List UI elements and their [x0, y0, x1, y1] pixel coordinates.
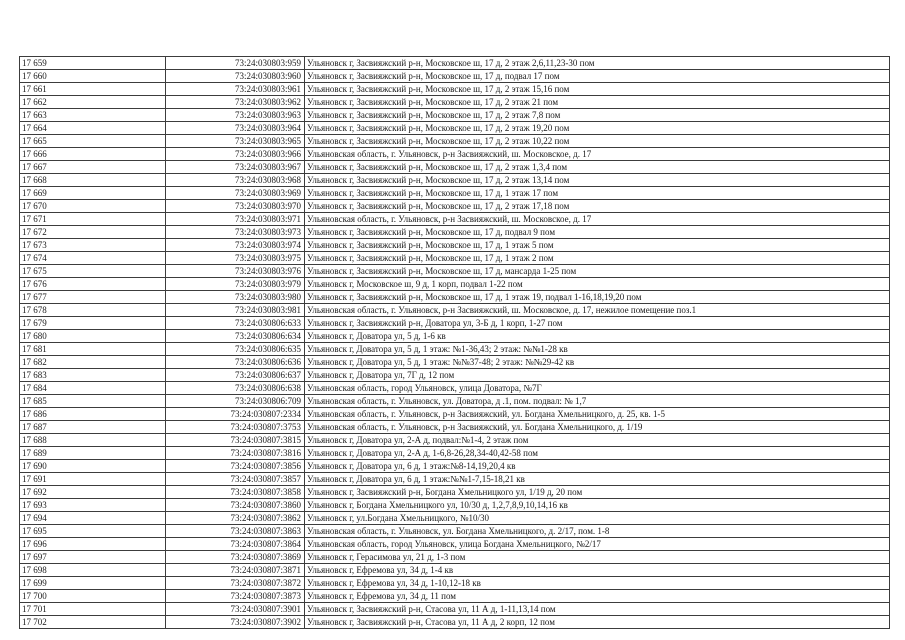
table-row	[20, 83, 890, 96]
record-number: 17 685	[20, 395, 166, 408]
registry-table-container	[19, 56, 889, 629]
address: Ульяновская область, г. Ульяновск, ул. Богдана Хмельницкого, д. 2/17, пом. 1-8	[305, 525, 890, 538]
address: Ульяновск г, ул.Богдана Хмельницкого, №10/30	[305, 512, 890, 525]
record-number: 17 691	[20, 473, 166, 486]
address: Ульяновск г, Засвияжский р-н, Московское ш, 17 д, 2 этаж 7,8 пом	[305, 109, 890, 122]
table-row	[20, 512, 890, 525]
table-row	[20, 434, 890, 447]
address: Ульяновск г, Засвияжский р-н, Московское ш, 17 д, 1 этаж 17 пом	[305, 187, 890, 200]
record-number: 17 661	[20, 83, 166, 96]
cadastral-number: 73:24:030803:961	[166, 83, 305, 96]
cadastral-number: 73:24:030806:634	[166, 330, 305, 343]
cadastral-number: 73:24:030806:637	[166, 369, 305, 382]
record-number: 17 687	[20, 421, 166, 434]
address: Ульяновск г, Доватора ул, 6 д, 1 этаж:№8-14,19,20,4 кв	[305, 460, 890, 473]
address: Ульяновск г, Засвияжский р-н, Московское ш, 17 д, 2 этаж 21 пом	[305, 96, 890, 109]
record-number: 17 697	[20, 551, 166, 564]
table-row	[20, 70, 890, 83]
cadastral-number: 73:24:030807:3856	[166, 460, 305, 473]
cadastral-number: 73:24:030807:3753	[166, 421, 305, 434]
record-number: 17 695	[20, 525, 166, 538]
cadastral-number: 73:24:030803:959	[166, 57, 305, 70]
cadastral-number: 73:24:030807:3816	[166, 447, 305, 460]
table-row	[20, 96, 890, 109]
table-row	[20, 356, 890, 369]
cadastral-number: 73:24:030803:971	[166, 213, 305, 226]
address: Ульяновская область, город Ульяновск, улица Богдана Хмельницкого, №2/17	[305, 538, 890, 551]
address: Ульяновск г, Доватора ул, 5 д, 1 этаж: №№37-48; 2 этаж: №№29-42 кв	[305, 356, 890, 369]
cadastral-number: 73:24:030807:3869	[166, 551, 305, 564]
registry-table	[19, 56, 890, 629]
table-row	[20, 122, 890, 135]
cadastral-number: 73:24:030807:3873	[166, 590, 305, 603]
table-row	[20, 278, 890, 291]
cadastral-number: 73:24:030807:2334	[166, 408, 305, 421]
cadastral-number: 73:24:030803:963	[166, 109, 305, 122]
record-number: 17 669	[20, 187, 166, 200]
table-row	[20, 382, 890, 395]
cadastral-number: 73:24:030803:962	[166, 96, 305, 109]
table-row	[20, 226, 890, 239]
record-number: 17 678	[20, 304, 166, 317]
address: Ульяновск г, Ефремова ул, 34 д, 1-4 кв	[305, 564, 890, 577]
address: Ульяновск г, Доватора ул, 5 д, 1-6 кв	[305, 330, 890, 343]
cadastral-number: 73:24:030807:3864	[166, 538, 305, 551]
table-row	[20, 148, 890, 161]
address: Ульяновская область, г. Ульяновск, р-н Засвияжский, ш. Московское, д. 17, нежилое помещение поз.1	[305, 304, 890, 317]
record-number: 17 693	[20, 499, 166, 512]
table-row	[20, 57, 890, 70]
cadastral-number: 73:24:030803:967	[166, 161, 305, 174]
table-row	[20, 135, 890, 148]
table-row	[20, 213, 890, 226]
registry-table-body	[20, 57, 890, 629]
address: Ульяновск г, Засвияжский р-н, Богдана Хмельницкого ул, 1/19 д, 20 пом	[305, 486, 890, 499]
record-number: 17 676	[20, 278, 166, 291]
record-number: 17 659	[20, 57, 166, 70]
table-row	[20, 551, 890, 564]
table-row	[20, 239, 890, 252]
address: Ульяновск г, Ефремова ул, 34 д, 1-10,12-18 кв	[305, 577, 890, 590]
cadastral-number: 73:24:030807:3901	[166, 603, 305, 616]
address: Ульяновск г, Засвияжский р-н, Стасова ул, 11 А д, 1-11,13,14 пом	[305, 603, 890, 616]
cadastral-number: 73:24:030803:975	[166, 252, 305, 265]
cadastral-number: 73:24:030807:3872	[166, 577, 305, 590]
record-number: 17 699	[20, 577, 166, 590]
record-number: 17 662	[20, 96, 166, 109]
address: Ульяновск г, Засвияжский р-н, Стасова ул, 11 А д, 2 корп, 12 пом	[305, 616, 890, 629]
cadastral-number: 73:24:030803:968	[166, 174, 305, 187]
address: Ульяновская область, город Ульяновск, улица Доватора, №7Г	[305, 382, 890, 395]
cadastral-number: 73:24:030803:980	[166, 291, 305, 304]
table-row	[20, 499, 890, 512]
address: Ульяновск г, Засвияжский р-н, Московское ш, 17 д, 2 этаж 13,14 пом	[305, 174, 890, 187]
record-number: 17 667	[20, 161, 166, 174]
address: Ульяновск г, Засвияжский р-н, Московское ш, 17 д, подвал 9 пом	[305, 226, 890, 239]
table-row	[20, 525, 890, 538]
record-number: 17 682	[20, 356, 166, 369]
record-number: 17 686	[20, 408, 166, 421]
record-number: 17 664	[20, 122, 166, 135]
cadastral-number: 73:24:030806:636	[166, 356, 305, 369]
address: Ульяновск г, Засвияжский р-н, Московское ш, 17 д, 2 этаж 10,22 пом	[305, 135, 890, 148]
table-row	[20, 317, 890, 330]
address: Ульяновск г, Засвияжский р-н, Московское ш, 17 д, мансарда 1-25 пом	[305, 265, 890, 278]
record-number: 17 674	[20, 252, 166, 265]
table-row	[20, 460, 890, 473]
record-number: 17 692	[20, 486, 166, 499]
record-number: 17 665	[20, 135, 166, 148]
record-number: 17 689	[20, 447, 166, 460]
address: Ульяновск г, Доватора ул, 5 д, 1 этаж: №1-36,43; 2 этаж: №№1-28 кв	[305, 343, 890, 356]
table-row	[20, 291, 890, 304]
cadastral-number: 73:24:030803:979	[166, 278, 305, 291]
cadastral-number: 73:24:030806:633	[166, 317, 305, 330]
cadastral-number: 73:24:030807:3857	[166, 473, 305, 486]
record-number: 17 681	[20, 343, 166, 356]
table-row	[20, 343, 890, 356]
cadastral-number: 73:24:030803:974	[166, 239, 305, 252]
table-row	[20, 174, 890, 187]
table-row	[20, 161, 890, 174]
cadastral-number: 73:24:030803:973	[166, 226, 305, 239]
cadastral-number: 73:24:030806:638	[166, 382, 305, 395]
cadastral-number: 73:24:030803:964	[166, 122, 305, 135]
address: Ульяновск г, Засвияжский р-н, Московское ш, 17 д, 1 этаж 19, подвал 1-16,18,19,20 пом	[305, 291, 890, 304]
address: Ульяновск г, Засвияжский р-н, Московское ш, 17 д, 1 этаж 2 пом	[305, 252, 890, 265]
table-row	[20, 590, 890, 603]
cadastral-number: 73:24:030807:3860	[166, 499, 305, 512]
cadastral-number: 73:24:030807:3858	[166, 486, 305, 499]
cadastral-number: 73:24:030806:635	[166, 343, 305, 356]
record-number: 17 677	[20, 291, 166, 304]
table-row	[20, 369, 890, 382]
address: Ульяновск г, Доватора ул, 6 д, 1 этаж:№№1-7,15-18,21 кв	[305, 473, 890, 486]
record-number: 17 702	[20, 616, 166, 629]
record-number: 17 688	[20, 434, 166, 447]
cadastral-number: 73:24:030807:3902	[166, 616, 305, 629]
table-row	[20, 564, 890, 577]
record-number: 17 673	[20, 239, 166, 252]
record-number: 17 701	[20, 603, 166, 616]
address: Ульяновск г, Доватора ул, 2-А д, 1-6,8-26,28,34-40,42-58 пом	[305, 447, 890, 460]
cadastral-number: 73:24:030803:965	[166, 135, 305, 148]
table-row	[20, 577, 890, 590]
address: Ульяновск г, Засвияжский р-н, Московское ш, 17 д, 2 этаж 1,3,4 пом	[305, 161, 890, 174]
table-row	[20, 395, 890, 408]
record-number: 17 690	[20, 460, 166, 473]
table-row	[20, 421, 890, 434]
cadastral-number: 73:24:030803:976	[166, 265, 305, 278]
table-row	[20, 304, 890, 317]
address: Ульяновск г, Богдана Хмельницкого ул, 10/30 д, 1,2,7,8,9,10,14,16 кв	[305, 499, 890, 512]
address: Ульяновск г, Засвияжский р-н, Московское ш, 17 д, 2 этаж 17,18 пом	[305, 200, 890, 213]
table-row	[20, 109, 890, 122]
cadastral-number: 73:24:030806:709	[166, 395, 305, 408]
cadastral-number: 73:24:030803:981	[166, 304, 305, 317]
cadastral-number: 73:24:030807:3871	[166, 564, 305, 577]
table-row	[20, 616, 890, 629]
record-number: 17 683	[20, 369, 166, 382]
record-number: 17 666	[20, 148, 166, 161]
cadastral-number: 73:24:030807:3863	[166, 525, 305, 538]
table-row	[20, 447, 890, 460]
address: Ульяновск г, Герасимова ул, 21 д, 1-3 пом	[305, 551, 890, 564]
address: Ульяновск г, Ефремова ул, 34 д, 11 пом	[305, 590, 890, 603]
table-row	[20, 538, 890, 551]
cadastral-number: 73:24:030807:3815	[166, 434, 305, 447]
address: Ульяновская область, г. Ульяновск, р-н Засвияжский, ш. Московское, д. 17	[305, 148, 890, 161]
address: Ульяновск г, Засвияжский р-н, Доватора ул, 3-Б д, 1 корп, 1-27 пом	[305, 317, 890, 330]
address: Ульяновск г, Доватора ул, 2-А д, подвал:№1-4, 2 этаж пом	[305, 434, 890, 447]
record-number: 17 696	[20, 538, 166, 551]
record-number: 17 671	[20, 213, 166, 226]
cadastral-number: 73:24:030803:970	[166, 200, 305, 213]
record-number: 17 684	[20, 382, 166, 395]
address: Ульяновск г, Засвияжский р-н, Московское ш, 17 д, 2 этаж 19,20 пом	[305, 122, 890, 135]
record-number: 17 668	[20, 174, 166, 187]
address: Ульяновск г, Засвияжский р-н, Московское ш, 17 д, подвал 17 пом	[305, 70, 890, 83]
address: Ульяновск г, Доватора ул, 7Г д, 12 пом	[305, 369, 890, 382]
record-number: 17 670	[20, 200, 166, 213]
record-number: 17 672	[20, 226, 166, 239]
record-number: 17 679	[20, 317, 166, 330]
table-row	[20, 265, 890, 278]
table-row	[20, 486, 890, 499]
record-number: 17 663	[20, 109, 166, 122]
address: Ульяновская область, г. Ульяновск, р-н Засвияжский, ш. Московское, д. 17	[305, 213, 890, 226]
record-number: 17 675	[20, 265, 166, 278]
record-number: 17 680	[20, 330, 166, 343]
table-row	[20, 473, 890, 486]
address: Ульяновск г, Московское ш, 9 д, 1 корп, подвал 1-22 пом	[305, 278, 890, 291]
table-row	[20, 408, 890, 421]
address: Ульяновск г, Засвияжский р-н, Московское ш, 17 д, 2 этаж 15,16 пом	[305, 83, 890, 96]
table-row	[20, 200, 890, 213]
table-row	[20, 252, 890, 265]
record-number: 17 660	[20, 70, 166, 83]
cadastral-number: 73:24:030803:960	[166, 70, 305, 83]
address: Ульяновская область, г. Ульяновск, р-н Засвияжский, ул. Богдана Хмельницкого, д. 25, кв. 1-5	[305, 408, 890, 421]
table-row	[20, 187, 890, 200]
address: Ульяновск г, Засвияжский р-н, Московское ш, 17 д, 2 этаж 2,6,11,23-30 пом	[305, 57, 890, 70]
address: Ульяновская область, г. Ульяновск, р-н Засвияжский, ул. Богдана Хмельницкого, д. 1/19	[305, 421, 890, 434]
address: Ульяновская область, г. Ульяновск, ул. Доватора, д .1, пом. подвал: № 1,7	[305, 395, 890, 408]
cadastral-number: 73:24:030807:3862	[166, 512, 305, 525]
table-row	[20, 330, 890, 343]
table-row	[20, 603, 890, 616]
address: Ульяновск г, Засвияжский р-н, Московское ш, 17 д, 1 этаж 5 пом	[305, 239, 890, 252]
record-number: 17 698	[20, 564, 166, 577]
record-number: 17 700	[20, 590, 166, 603]
cadastral-number: 73:24:030803:969	[166, 187, 305, 200]
cadastral-number: 73:24:030803:966	[166, 148, 305, 161]
record-number: 17 694	[20, 512, 166, 525]
